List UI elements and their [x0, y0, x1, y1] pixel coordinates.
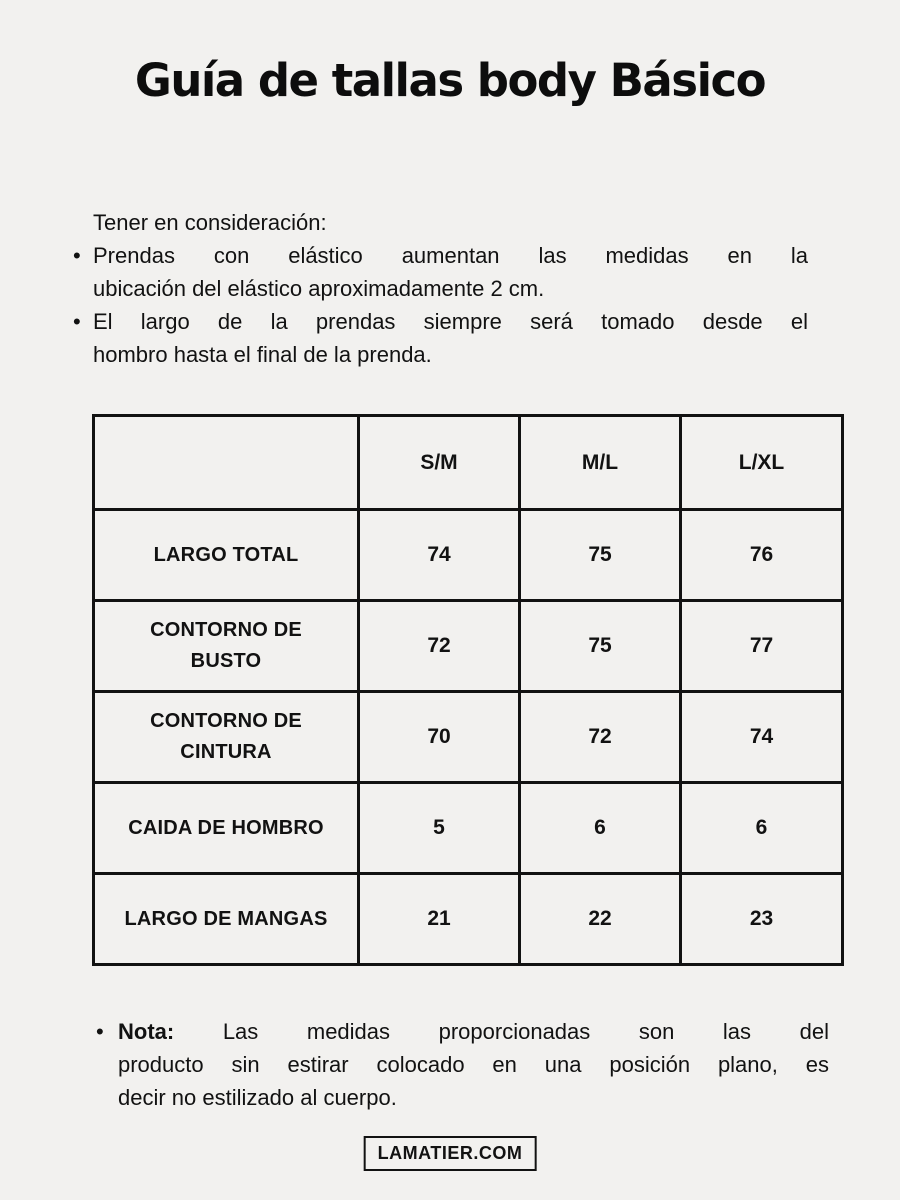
measurement-label: LARGO TOTAL	[94, 510, 359, 601]
brand-badge	[364, 1136, 537, 1171]
measurement-value: 5	[359, 783, 520, 874]
size-column-header: M/L	[520, 416, 681, 510]
note-text-line: producto sin estirar colocado en una posición plano, es	[118, 1052, 829, 1077]
measurement-value: 23	[681, 874, 843, 965]
size-column-header: L/XL	[681, 416, 843, 510]
measurement-value: 75	[520, 601, 681, 692]
measurement-value: 22	[520, 874, 681, 965]
table-header-row	[94, 416, 843, 510]
size-table	[92, 414, 844, 966]
list-item	[73, 239, 808, 305]
measurement-value: 74	[681, 692, 843, 783]
measurement-label: CAIDA DE HOMBRO	[94, 783, 359, 874]
measurement-label: CONTORNO DE BUSTO	[94, 601, 359, 692]
measurement-value: 21	[359, 874, 520, 965]
measurement-value: 74	[359, 510, 520, 601]
table-row	[94, 692, 843, 783]
measurement-value: 77	[681, 601, 843, 692]
bullet-icon: •	[73, 309, 81, 334]
table-row	[94, 783, 843, 874]
measurement-value: 72	[520, 692, 681, 783]
page-title: Guía de tallas body Básico	[134, 54, 766, 107]
note-text-line: Nota: Las medidas proporcionadas son las del	[118, 1019, 829, 1044]
measurement-value: 6	[520, 783, 681, 874]
size-column-header: S/M	[359, 416, 520, 510]
bullet-icon: •	[73, 243, 81, 268]
measurement-value: 72	[359, 601, 520, 692]
intro-line: Tener en consideración:	[93, 210, 327, 235]
list-item	[73, 305, 808, 371]
table-row	[94, 510, 843, 601]
measurement-value: 6	[681, 783, 843, 874]
measurement-value: 76	[681, 510, 843, 601]
table-row	[94, 874, 843, 965]
bullet-text-line: El largo de la prendas siempre será tomado desde el	[93, 309, 808, 334]
bullet-icon: •	[96, 1019, 104, 1044]
measurement-value: 70	[359, 692, 520, 783]
measurement-label: LARGO DE MANGAS	[94, 874, 359, 965]
bullet-text-line: ubicación del elástico aproximadamente 2 cm.	[93, 276, 545, 301]
corner-cell	[94, 416, 359, 510]
note-label: Nota:	[118, 1019, 175, 1044]
bullet-text-line: hombro hasta el final de la prenda.	[93, 342, 432, 367]
note-text-line: decir no estilizado al cuerpo.	[118, 1085, 397, 1110]
measurement-value: 75	[520, 510, 681, 601]
bullet-text-line: Prendas con elástico aumentan las medidas en la	[93, 243, 808, 268]
table-row	[94, 601, 843, 692]
brand-badge-label: LAMATIER.COM	[377, 1143, 523, 1163]
note	[96, 1015, 829, 1114]
considerations-list	[73, 239, 808, 371]
measurement-label: CONTORNO DE CINTURA	[94, 692, 359, 783]
